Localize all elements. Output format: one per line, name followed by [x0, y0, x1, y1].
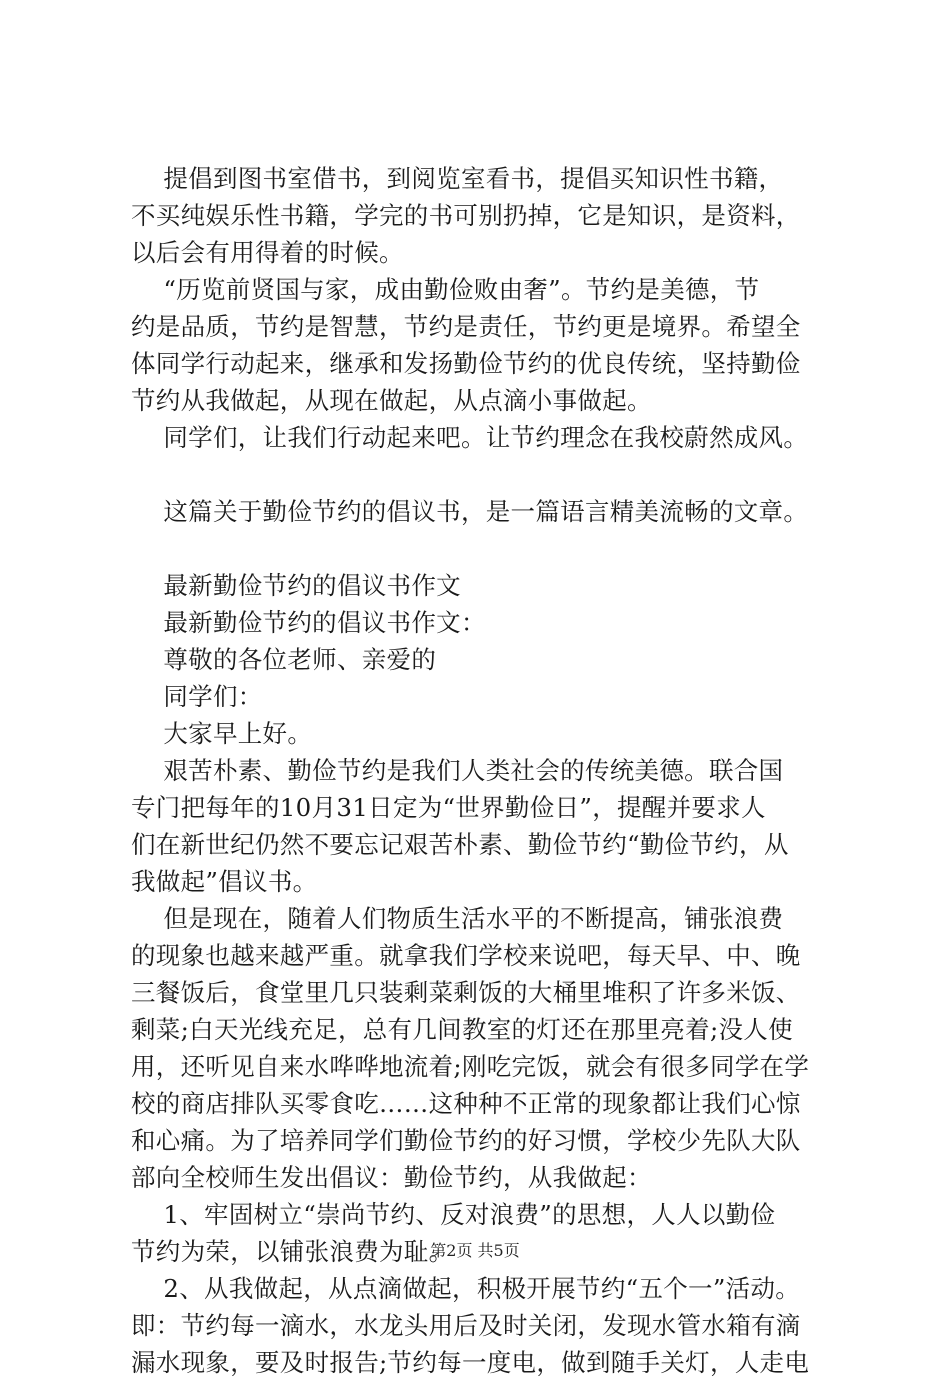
- text-line: 2、从我做起，从点滴做起，积极开展节约“五个一”活动。: [131, 1274, 801, 1303]
- text-line: 用，还听见自来水哗哗地流着;刚吃完饭，就会有很多同学在学: [131, 1052, 810, 1081]
- text-line: 剩菜;白天光线充足，总有几间教室的灯还在那里亮着;没人使: [131, 1015, 793, 1044]
- text-line: 体同学行动起来，继承和发扬勤俭节约的优良传统，坚持勤俭: [131, 349, 801, 378]
- text-line: 部向全校师生发出倡议：勤俭节约，从我做起：: [131, 1163, 652, 1192]
- text-line: 这篇关于勤俭节约的倡议书，是一篇语言精美流畅的文章。: [131, 497, 809, 526]
- text-line: 三餐饭后，食堂里几只装剩菜剩饭的大桶里堆积了许多米饭、: [131, 978, 801, 1007]
- text-line: 校的商店排队买零食吃……这种种不正常的现象都让我们心惊: [131, 1089, 801, 1118]
- text-line: 漏水现象，要及时报告;节约每一度电，做到随手关灯，人走电: [131, 1348, 810, 1377]
- text-line: 专门把每年的10月31日定为“世界勤俭日”，提醒并要求人: [131, 793, 766, 822]
- text-line: 以后会有用得着的时候。: [131, 238, 404, 267]
- text-line: 的现象也越来越严重。就拿我们学校来说吧，每天早、中、晚: [131, 941, 801, 970]
- text-line: 我做起”倡议书。: [131, 867, 318, 896]
- text-line: 提倡到图书室借书，到阅览室看书，提倡买知识性书籍，: [131, 164, 784, 193]
- page-number-footer: 第2页 共5页: [430, 1241, 520, 1260]
- text-line: 最新勤俭节约的倡议书作文：: [131, 608, 486, 637]
- document-body: [131, 160, 866, 1381]
- blank-line: [131, 456, 866, 493]
- text-line: 即：节约每一滴水，水龙头用后及时关闭，发现水管水箱有滴: [131, 1311, 801, 1340]
- text-line: 大家早上好。: [131, 719, 313, 748]
- text-line: 但是现在，随着人们物质生活水平的不断提高，铺张浪费: [131, 904, 784, 933]
- blank-line: [131, 530, 866, 567]
- text-line: 同学们，让我们行动起来吧。让节约理念在我校蔚然成风。: [131, 423, 809, 452]
- text-line: 最新勤俭节约的倡议书作文: [131, 571, 461, 600]
- text-line: 1、牢固树立“崇尚节约、反对浪费”的思想，人人以勤俭: [131, 1200, 776, 1229]
- text-line: 同学们：: [131, 682, 263, 711]
- text-line: 不买纯娱乐性书籍，学完的书可别扔掉，它是知识，是资料，: [131, 201, 801, 230]
- text-line: “历览前贤国与家，成由勤俭败由奢”。节约是美德，节: [131, 275, 760, 304]
- text-line: 艰苦朴素、勤俭节约是我们人类社会的传统美德。联合国: [131, 756, 784, 785]
- text-line: 们在新世纪仍然不要忘记艰苦朴素、勤俭节约“勤俭节约，从: [131, 830, 789, 859]
- text-line: 约是品质，节约是智慧，节约是责任，节约更是境界。希望全: [131, 312, 801, 341]
- text-line: 节约为荣，以铺张浪费为耻。: [131, 1237, 454, 1266]
- text-line: 尊敬的各位老师、亲爱的: [131, 645, 437, 674]
- text-line: 和心痛。为了培养同学们勤俭节约的好习惯，学校少先队大队: [131, 1126, 801, 1155]
- text-line: 节约从我做起，从现在做起，从点滴小事做起。: [131, 386, 652, 415]
